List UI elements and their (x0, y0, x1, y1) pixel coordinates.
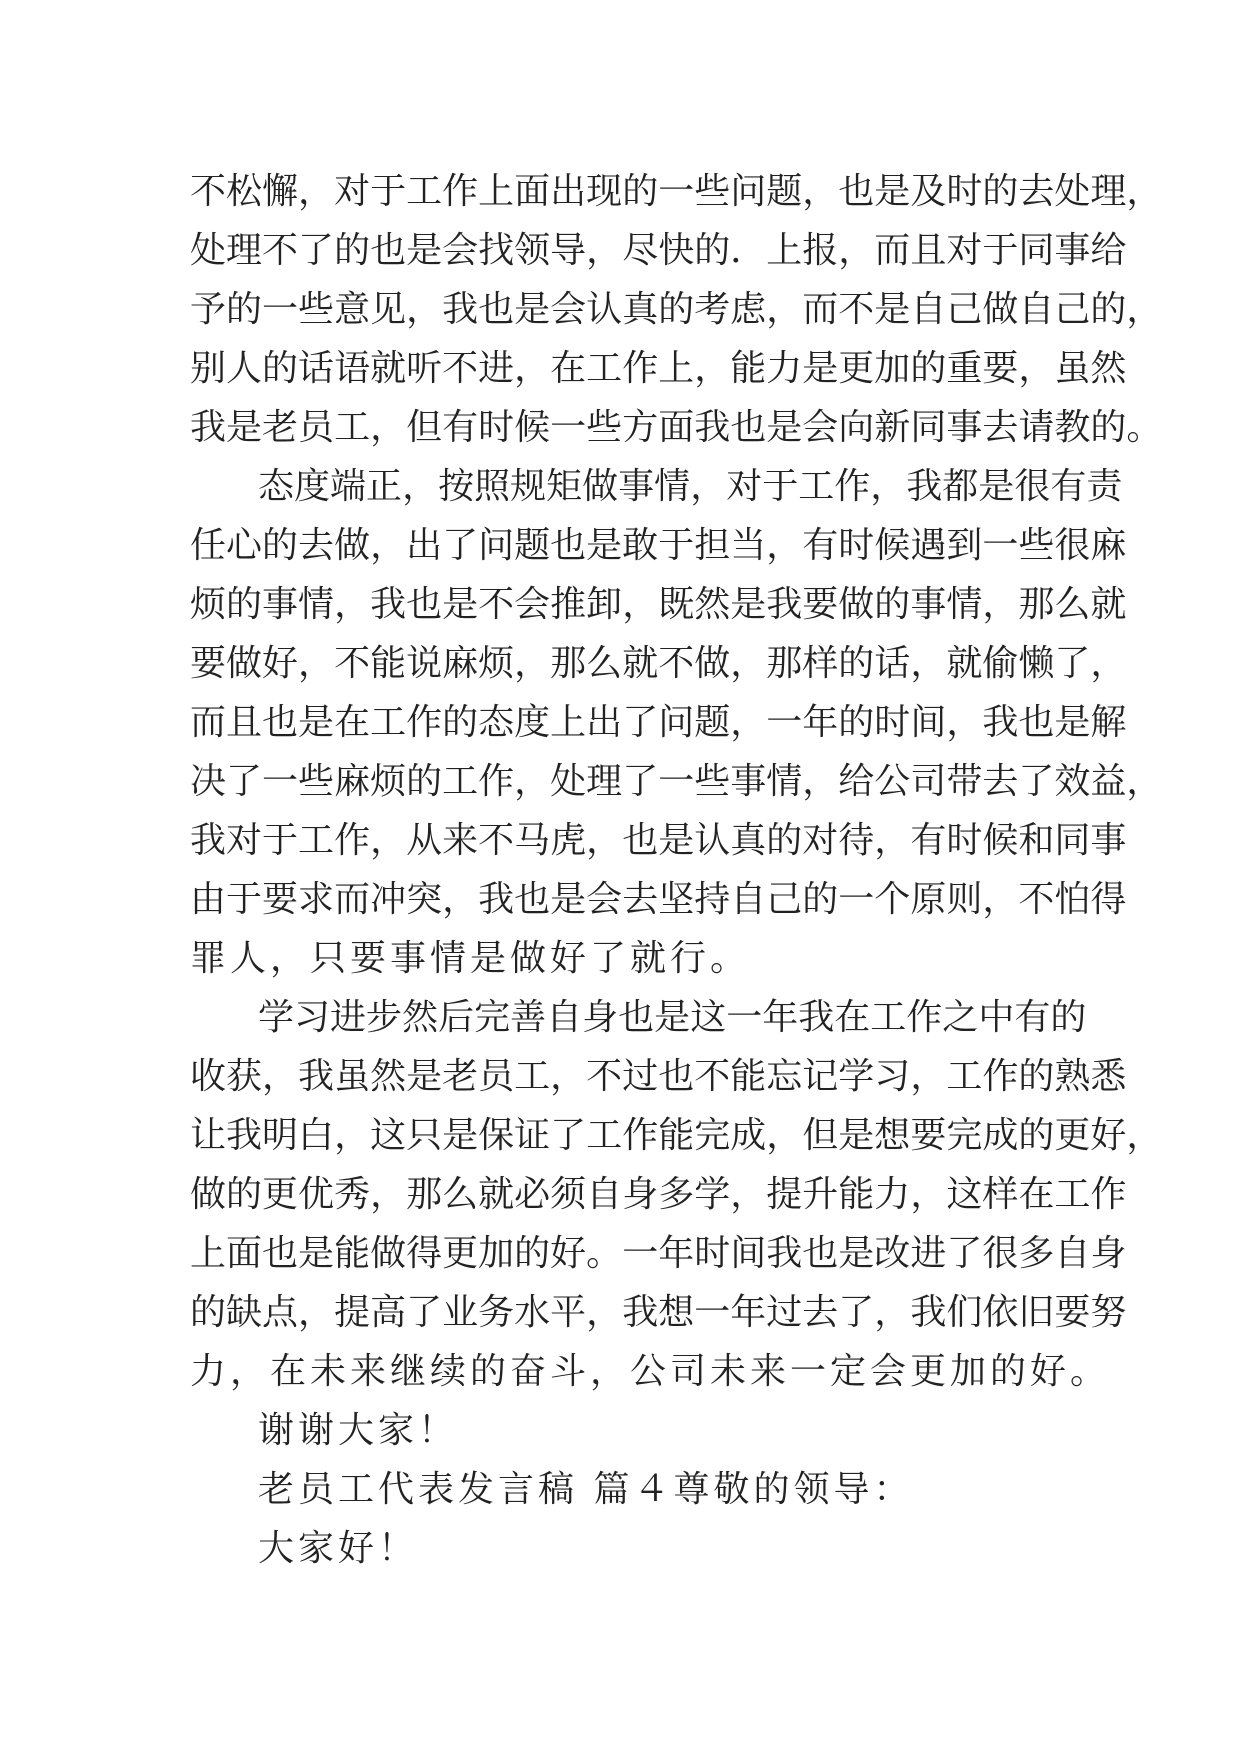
text-line: 要 做 好 ， 不 能 说 麻 烦 ， 那 么 就 不 做 ， 那 样 的 话 ， 就 偷 懒 了 ， (190, 643, 1127, 684)
text-line: 收 获 ， 我 虽 然 是 老 员 工 ， 不 过 也 不 能 忘 记 学 习 ， 工 作 的 熟 悉 (190, 1056, 1127, 1097)
text-line: 上 面 也 是 能 做 得 更 加 的 好 。 一 年 时 间 我 也 是 改 进 了 很 多 自 身 (190, 1233, 1127, 1274)
paragraph-last-line: 力，在未来继续的奋斗，公司未来一定会更加的好。 (190, 1351, 1111, 1392)
paragraph-first-line: 学 习 进 步 然 后 完 善 自 身 也 是 这 一 年 我 在 工 作 之 中 有 的 (258, 997, 1087, 1038)
text-line: 决 了 一 些 麻 烦 的 工 作 ， 处 理 了 一 些 事 情 ， 给 公 司 带 去 了 效 益 ， (190, 761, 1163, 802)
text-line: 我 对 于 工 作 ， 从 来 不 马 虎 ， 也 是 认 真 的 对 待 ， 有 时 候 和 同 事 (190, 820, 1127, 861)
text-line: 的 缺 点 ， 提 高 了 业 务 水 平 ， 我 想 一 年 过 去 了 ， 我 们 依 旧 要 努 (190, 1292, 1127, 1333)
text-line: 而 且 也 是 在 工 作 的 态 度 上 出 了 问 题 ， 一 年 的 时 间 ， 我 也 是 解 (190, 702, 1127, 743)
paragraph-first-line: 态 度 端 正 ， 按 照 规 矩 做 事 情 ， 对 于 工 作 ， 我 都 是 很 有 责 (258, 466, 1123, 507)
text-line: 烦 的 事 情 ， 我 也 是 不 会 推 卸 ， 既 然 是 我 要 做 的 事 情 ， 那 么 就 (190, 584, 1127, 625)
document-body (190, 162, 1163, 1578)
text-line: 做 的 更 优 秀 ， 那 么 就 必 须 自 身 多 学 ， 提 升 能 力 ， 这 样 在 工 作 (190, 1174, 1127, 1215)
text-line: 不 松 懈 ， 对 于 工 作 上 面 出 现 的 一 些 问 题 ， 也 是 及 时 的 去 处 理 ， (190, 171, 1163, 212)
text-line: 予 的 一 些 意 见 ， 我 也 是 会 认 真 的 考 虑 ， 而 不 是 自 己 做 自 己 的 ， (190, 289, 1163, 330)
text-line: 我 是 老 员 工 ， 但 有 时 候 一 些 方 面 我 也 是 会 向 新 同 事 去 请 教 的 。 (190, 407, 1163, 448)
text-line: 别 人 的 话 语 就 听 不 进 ， 在 工 作 上 ， 能 力 是 更 加 的 重 要 ， 虽 然 (190, 348, 1127, 389)
greeting: 大家好！ (258, 1528, 419, 1569)
paragraph-last-line: 罪人，只要事情是做好了就行。 (190, 938, 751, 979)
text-line: 让 我 明 白 ， 这 只 是 保 证 了 工 作 能 完 成 ， 但 是 想 要 完 成 的 更 好 ， (190, 1115, 1163, 1156)
text-line: 任 心 的 去 做 ， 出 了 问 题 也 是 敢 于 担 当 ， 有 时 候 遇 到 一 些 很 麻 (190, 525, 1127, 566)
section-heading: 老员工代表发言稿 篇４尊敬的领导： (258, 1469, 914, 1510)
text-line: 由 于 要 求 而 冲 突 ， 我 也 是 会 去 坚 持 自 己 的 一 个 原 则 ， 不 怕 得 (190, 879, 1127, 920)
text-line: 处 理 不 了 的 也 是 会 找 领 导 ， 尽 快 的 ． 上 报 ， 而 且 对 于 同 事 给 (190, 230, 1127, 271)
closing-thanks: 谢谢大家！ (258, 1410, 459, 1451)
